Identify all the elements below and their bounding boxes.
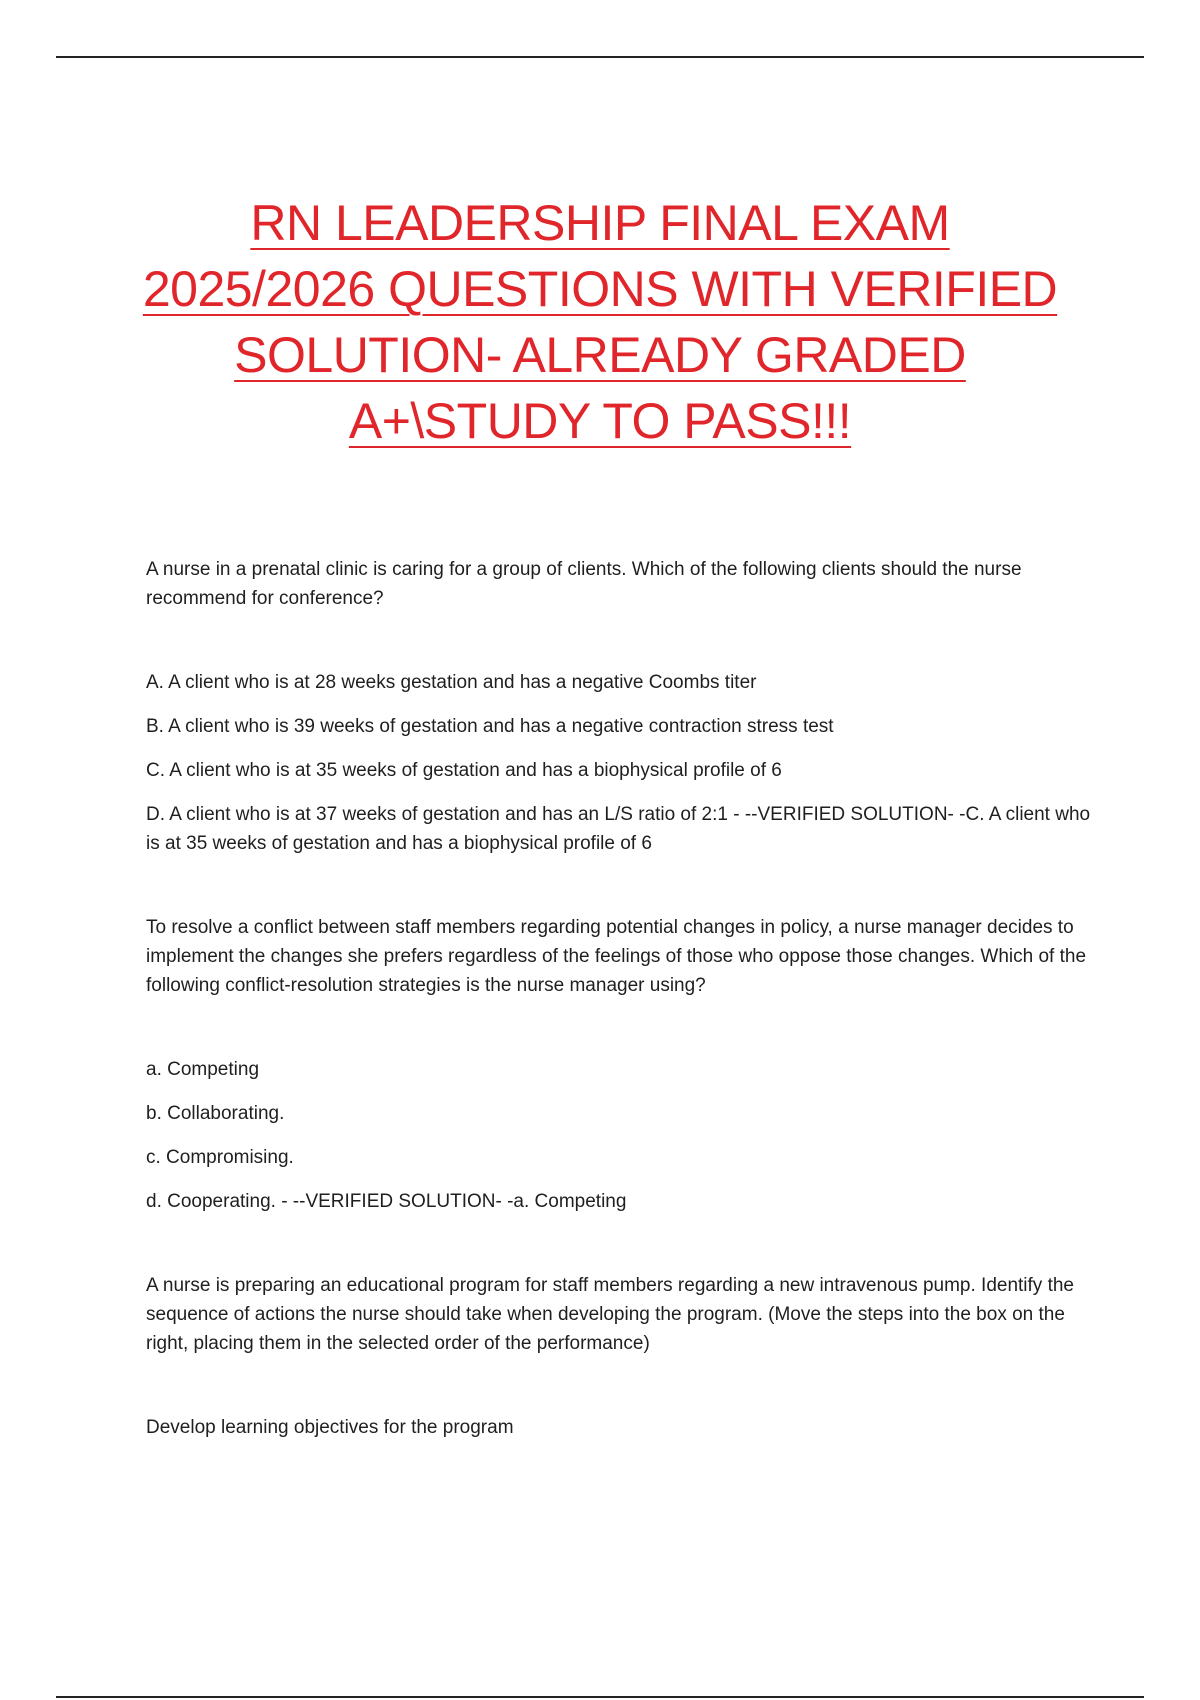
question-1-option-c: C. A client who is at 35 weeks of gestation and has a biophysical profile of 6 [146, 760, 782, 781]
title-line-4: A+\STUDY TO PASS!!! [348, 393, 852, 449]
document-body [146, 555, 1096, 1442]
question-2-option-a: a. Competing [146, 1059, 260, 1080]
top-rule [56, 56, 1144, 58]
question-2-option-b: b. Collaborating. [146, 1103, 285, 1124]
question-1-option-d: D. A client who is at 37 weeks of gestation and has an L/S ratio of 2:1 - --VERIFIED SOLUTION- -C. A client who is at 35 weeks of gestation and has a biophysical profile of 6 [146, 804, 1091, 854]
bottom-rule [56, 1696, 1144, 1698]
question-2-option-c: c. Compromising. [146, 1147, 294, 1168]
question-2-option-d: d. Cooperating. - --VERIFIED SOLUTION- -a. Competing [146, 1191, 627, 1212]
question-3-stem: A nurse is preparing an educational program for staff members regarding a new intravenous pump. Identify the sequence of actions the nurse should take when developing the program. (Move the steps into the box on the right, placing them in the selected order of the performance) [146, 1275, 1075, 1354]
document-title [0, 190, 1200, 454]
question-3-step-1: Develop learning objectives for the program [146, 1417, 514, 1438]
title-line-3: SOLUTION- ALREADY GRADED [234, 327, 966, 383]
question-1-option-b: B. A client who is 39 weeks of gestation and has a negative contraction stress test [146, 716, 834, 737]
title-line-2: 2025/2026 QUESTIONS WITH VERIFIED [142, 261, 1058, 317]
question-1-option-a: A. A client who is at 28 weeks gestation and has a negative Coombs titer [146, 672, 757, 693]
question-1-stem: A nurse in a prenatal clinic is caring for a group of clients. Which of the following clients should the nurse recommend for conference? [146, 559, 1022, 609]
title-line-1: RN LEADERSHIP FINAL EXAM [250, 195, 950, 251]
question-2-stem: To resolve a conflict between staff members regarding potential changes in policy, a nurse manager decides to implement the changes she prefers regardless of the feelings of those who oppose those changes. Which of the following conflict-resolution strategies is the nurse manager using? [146, 917, 1087, 996]
